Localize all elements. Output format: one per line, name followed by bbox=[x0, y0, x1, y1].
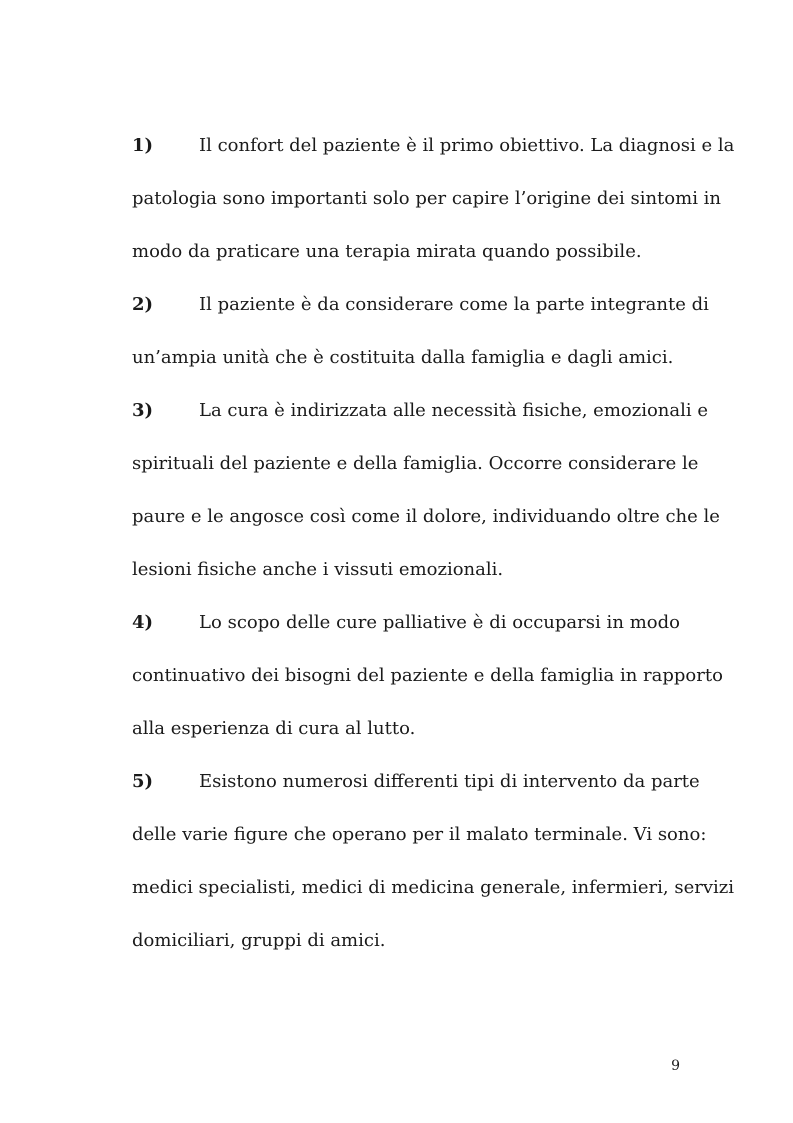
list-item-text: Esistono numerosi differenti tipi di intervento da parte bbox=[199, 771, 700, 792]
list-item-text-line: domiciliari, gruppi di amici. bbox=[132, 930, 386, 951]
list-item-text: La cura è indirizzata alle necessità fisiche, emozionali e bbox=[199, 400, 709, 421]
list-item-1-first-line bbox=[0, 133, 735, 159]
list-item-number: 4) bbox=[132, 612, 154, 633]
list-item-number: 2) bbox=[132, 294, 154, 315]
list-item-3-first-line bbox=[0, 398, 709, 424]
list-item-number: 3) bbox=[132, 400, 154, 421]
list-item-text-line: patologia sono importanti solo per capire l’origine dei sintomi in bbox=[132, 188, 722, 209]
list-item-text-line: spirituali del paziente e della famiglia. Occorre considerare le bbox=[132, 453, 699, 474]
list-item-5-first-line bbox=[0, 769, 700, 795]
list-item-text-line: delle varie figure che operano per il malato terminale. Vi sono: bbox=[132, 824, 707, 845]
list-item-text-line: continuativo dei bisogni del paziente e della famiglia in rapporto bbox=[132, 665, 723, 686]
list-item-text-line: paure e le angosce così come il dolore, individuando oltre che le bbox=[132, 506, 720, 527]
page-number: 9 bbox=[671, 1058, 680, 1074]
list-item-text-line: un’ampia unità che è costituita dalla famiglia e dagli amici. bbox=[132, 347, 674, 368]
list-item-text: Il paziente è da considerare come la parte integrante di bbox=[199, 294, 709, 315]
list-item-number: 5) bbox=[132, 771, 154, 792]
list-item-text-line: medici specialisti, medici di medicina generale, infermieri, servizi bbox=[132, 877, 734, 898]
list-item-text-line: lesioni fisiche anche i vissuti emozionali. bbox=[132, 559, 504, 580]
list-item-number: 1) bbox=[132, 135, 154, 156]
list-item-4-first-line bbox=[0, 610, 680, 636]
list-item-text-line: modo da praticare una terapia mirata quando possibile. bbox=[132, 241, 642, 262]
list-item-2-first-line bbox=[0, 292, 709, 318]
list-item-text: Lo scopo delle cure palliative è di occuparsi in modo bbox=[199, 612, 680, 633]
list-item-text: Il confort del paziente è il primo obiettivo. La diagnosi e la bbox=[199, 135, 735, 156]
list-item-text-line: alla esperienza di cura al lutto. bbox=[132, 718, 416, 739]
